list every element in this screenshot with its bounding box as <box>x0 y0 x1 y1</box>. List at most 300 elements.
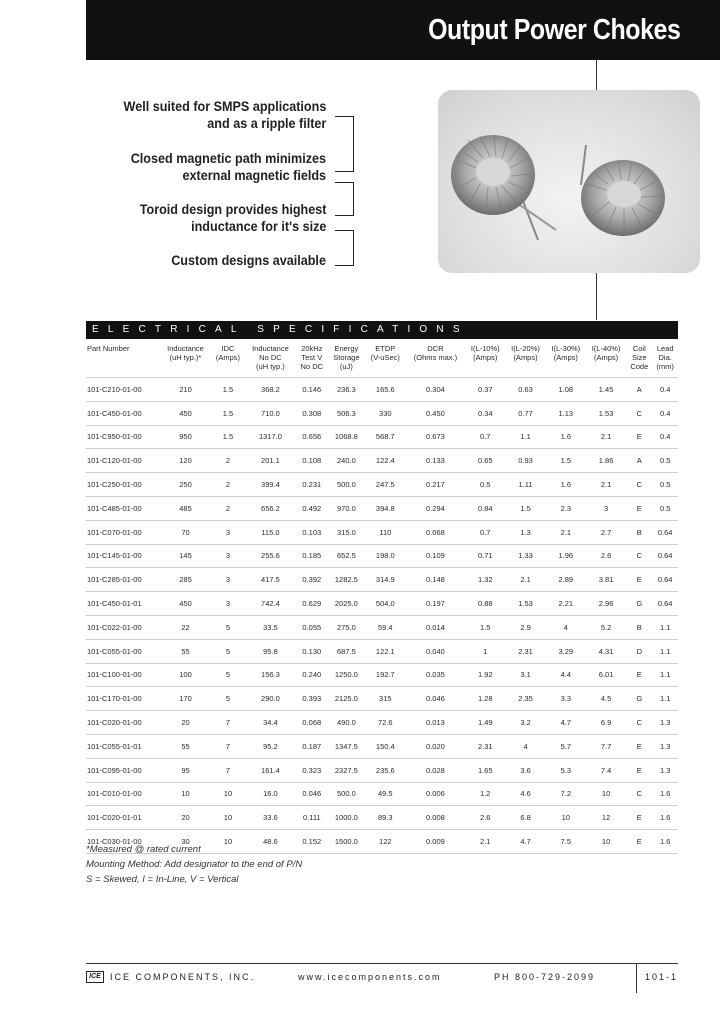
table-cell: 7.2 <box>546 782 586 806</box>
table-cell: G <box>626 592 652 616</box>
column-header-line: Test V <box>301 353 323 362</box>
table-cell: 1.1 <box>652 663 678 687</box>
table-row <box>86 592 678 616</box>
table-cell: 0.103 <box>296 520 328 544</box>
column-header-line: Part Number <box>87 344 130 353</box>
table-cell: 0.146 <box>296 378 328 402</box>
column-header-line: Inductance <box>252 344 289 353</box>
table-cell: 2 <box>211 449 245 473</box>
table-cell: 4.5 <box>586 687 626 711</box>
table-cell: 3 <box>211 520 245 544</box>
table-cell: 0.5 <box>652 473 678 497</box>
table-row <box>86 758 678 782</box>
column-header <box>546 344 586 378</box>
table-cell: 6.9 <box>586 711 626 735</box>
table-cell: E <box>626 806 652 830</box>
table-cell: 1.53 <box>505 592 545 616</box>
table-row <box>86 473 678 497</box>
table-cell: 4 <box>546 615 586 639</box>
table-cell: 0.197 <box>406 592 465 616</box>
feature-1-line-2: and as a ripple filter <box>206 115 326 131</box>
ice-logo: ICE <box>86 971 104 983</box>
table-cell: 970.0 <box>328 496 365 520</box>
table-cell: 250 <box>160 473 211 497</box>
table-cell: 100 <box>160 663 211 687</box>
table-cell: 170 <box>160 687 211 711</box>
table-cell: 255.6 <box>245 544 296 568</box>
table-cell: 7.5 <box>546 830 586 854</box>
table-cell: 5 <box>211 639 245 663</box>
part-number-cell: 101-C010-01-00 <box>86 782 160 806</box>
table-cell: 0.71 <box>465 544 505 568</box>
table-cell: 1.5 <box>465 615 505 639</box>
table-cell: 0.84 <box>465 496 505 520</box>
table-cell: 0.629 <box>296 592 328 616</box>
table-row <box>86 782 678 806</box>
table-cell: 95.8 <box>245 639 296 663</box>
feature-4-line-1: Custom designs available <box>171 252 326 268</box>
table-cell: 12 <box>586 806 626 830</box>
table-cell: B <box>626 615 652 639</box>
table-cell: 145 <box>160 544 211 568</box>
table-cell: 1.13 <box>546 401 586 425</box>
table-cell: 504.0 <box>365 592 406 616</box>
table-cell: 1.6 <box>546 473 586 497</box>
table-cell: 110 <box>365 520 406 544</box>
part-number-cell: 101-C020-01-01 <box>86 806 160 830</box>
table-cell: 150.4 <box>365 734 406 758</box>
bracket-2 <box>335 182 354 216</box>
table-cell: 0.37 <box>465 378 505 402</box>
table-cell: 5 <box>211 687 245 711</box>
toroid-chokes-image <box>438 90 700 273</box>
table-cell: 2.3 <box>546 496 586 520</box>
table-cell: 0.93 <box>505 449 545 473</box>
note-mounting: Mounting Method: Add designator to the end of P/N <box>86 859 303 870</box>
feature-1 <box>123 98 326 132</box>
table-cell: 3.81 <box>586 568 626 592</box>
table-cell: 2.96 <box>586 592 626 616</box>
note-legend: S = Skewed, I = In-Line, V = Vertical <box>86 874 239 885</box>
column-header <box>626 344 652 378</box>
table-cell: 2.89 <box>546 568 586 592</box>
table-cell: 0.323 <box>296 758 328 782</box>
column-header-line: (mm) <box>656 362 674 371</box>
part-number-cell: 101-C022-01-00 <box>86 615 160 639</box>
table-cell: 33.5 <box>245 615 296 639</box>
table-cell: 1.3 <box>652 711 678 735</box>
table-cell: 1.92 <box>465 663 505 687</box>
table-cell: 122.4 <box>365 449 406 473</box>
table-cell: 0.4 <box>652 425 678 449</box>
part-number-cell: 101-C210-01-00 <box>86 378 160 402</box>
table-cell: 0.656 <box>296 425 328 449</box>
product-photo <box>438 90 700 273</box>
table-cell: 7.7 <box>586 734 626 758</box>
table-cell: 1.3 <box>652 734 678 758</box>
footer-rule <box>86 963 678 964</box>
table-cell: 2.9 <box>505 615 545 639</box>
table-cell: 1.3 <box>505 520 545 544</box>
table-cell: 710.0 <box>245 401 296 425</box>
table-cell: 0.217 <box>406 473 465 497</box>
table-cell: 48.6 <box>245 830 296 854</box>
column-header-line: (uH typ.)* <box>169 353 202 362</box>
table-row <box>86 568 678 592</box>
part-number-cell: 101-C055-01-01 <box>86 734 160 758</box>
table-cell: 10 <box>546 806 586 830</box>
table-cell: 10 <box>160 782 211 806</box>
table-cell: 115.0 <box>245 520 296 544</box>
table-cell: 0.133 <box>406 449 465 473</box>
table-cell: 20 <box>160 711 211 735</box>
table-cell: 7 <box>211 758 245 782</box>
table-cell: 368.2 <box>245 378 296 402</box>
table-row <box>86 520 678 544</box>
column-header-line: (uH typ.) <box>256 362 285 371</box>
table-cell: 55 <box>160 639 211 663</box>
part-number-cell: 101-C485-01-00 <box>86 496 160 520</box>
column-header-line: (Amps) <box>594 353 619 362</box>
table-cell: 6.01 <box>586 663 626 687</box>
table-cell: 2.6 <box>465 806 505 830</box>
table-cell: 1068.8 <box>328 425 365 449</box>
table-cell: 1.1 <box>652 687 678 711</box>
column-header-line: I(L-10%) <box>470 344 500 353</box>
column-header-line: ETDP <box>375 344 396 353</box>
table-cell: 1.08 <box>546 378 586 402</box>
table-cell: 394.8 <box>365 496 406 520</box>
table-cell: 4 <box>505 734 545 758</box>
table-cell: 0.65 <box>465 449 505 473</box>
table-header-row <box>86 344 678 378</box>
table-cell: 0.028 <box>406 758 465 782</box>
table-row <box>86 544 678 568</box>
column-header <box>406 344 465 378</box>
column-header-line: No DC <box>300 362 324 371</box>
part-number-cell: 101-C030-01-00 <box>86 830 160 854</box>
feature-3 <box>139 201 326 235</box>
part-number-cell: 101-C450-01-00 <box>86 401 160 425</box>
part-number-cell: 101-C450-01-01 <box>86 592 160 616</box>
page-title: Output Power Chokes <box>427 14 680 46</box>
table-cell: 0.64 <box>652 568 678 592</box>
table-cell: 500.0 <box>328 782 365 806</box>
table-cell: 0.393 <box>296 687 328 711</box>
column-header-line: Size <box>631 353 647 362</box>
table-cell: 652.5 <box>328 544 365 568</box>
table-cell: 0.673 <box>406 425 465 449</box>
table-cell: 10 <box>211 806 245 830</box>
table-cell: 0.068 <box>406 520 465 544</box>
table-cell: 210 <box>160 378 211 402</box>
table-cell: 330 <box>365 401 406 425</box>
table-cell: 1500.0 <box>328 830 365 854</box>
column-header-line: I(L-40%) <box>591 344 621 353</box>
table-cell: 0.64 <box>652 544 678 568</box>
table-cell: 0.068 <box>296 711 328 735</box>
column-header-line: (uJ) <box>339 362 353 371</box>
part-number-cell: 101-C055-01-00 <box>86 639 160 663</box>
feature-1-line-1: Well suited for SMPS applications <box>123 98 326 114</box>
table-cell: 0.450 <box>406 401 465 425</box>
table-cell: 1.6 <box>652 782 678 806</box>
table-cell: E <box>626 496 652 520</box>
table-cell: 2.1 <box>546 520 586 544</box>
feature-3-line-2: inductance for it's size <box>190 218 326 234</box>
column-header-line: 20kHz <box>301 344 323 353</box>
table-cell: 5.7 <box>546 734 586 758</box>
table-cell: 198.0 <box>365 544 406 568</box>
column-header <box>86 344 160 378</box>
table-cell: 0.308 <box>296 401 328 425</box>
table-cell: 20 <box>160 806 211 830</box>
table-cell: 72.6 <box>365 711 406 735</box>
table-cell: 0.013 <box>406 711 465 735</box>
table-cell: 1.1 <box>652 615 678 639</box>
column-header <box>296 344 328 378</box>
footer-phone: PH 800-729-2099 <box>494 972 596 982</box>
table-cell: 2 <box>211 496 245 520</box>
table-cell: 2125.0 <box>328 687 365 711</box>
table-cell: 7.4 <box>586 758 626 782</box>
part-number-cell: 101-C250-01-00 <box>86 473 160 497</box>
footer-website[interactable]: www.icecomponents.com <box>298 972 442 982</box>
table-cell: 314.9 <box>365 568 406 592</box>
table-cell: 5.2 <box>586 615 626 639</box>
table-cell: 0.7 <box>465 425 505 449</box>
table-cell: 1.1 <box>652 639 678 663</box>
table-cell: 30 <box>160 830 211 854</box>
title-bar <box>86 0 720 60</box>
table-cell: 742.4 <box>245 592 296 616</box>
table-cell: 0.014 <box>406 615 465 639</box>
column-header <box>328 344 365 378</box>
table-cell: 34.4 <box>245 711 296 735</box>
table-cell: 192.7 <box>365 663 406 687</box>
table-cell: A <box>626 378 652 402</box>
table-cell: C <box>626 544 652 568</box>
table-cell: 10 <box>211 782 245 806</box>
table-cell: 3.1 <box>505 663 545 687</box>
table-cell: 0.040 <box>406 639 465 663</box>
table-cell: C <box>626 473 652 497</box>
table-cell: 2.7 <box>586 520 626 544</box>
table-cell: E <box>626 425 652 449</box>
footer-divider <box>636 963 637 993</box>
column-header-line: Dia. <box>658 353 672 362</box>
table-cell: 236.3 <box>328 378 365 402</box>
table-cell: 2.6 <box>586 544 626 568</box>
table-cell: 6.8 <box>505 806 545 830</box>
table-cell: 95.2 <box>245 734 296 758</box>
table-cell: 450 <box>160 592 211 616</box>
table-cell: 55 <box>160 734 211 758</box>
table-cell: 1.5 <box>546 449 586 473</box>
table-cell: 0.77 <box>505 401 545 425</box>
table-cell: 0.006 <box>406 782 465 806</box>
bracket-3 <box>335 230 354 266</box>
table-cell: 1.5 <box>211 425 245 449</box>
part-number-cell: 101-C170-01-00 <box>86 687 160 711</box>
table-cell: C <box>626 782 652 806</box>
table-cell: 2.1 <box>505 568 545 592</box>
table-cell: 235.6 <box>365 758 406 782</box>
column-header-line: (Amps) <box>215 353 241 362</box>
table-cell: E <box>626 568 652 592</box>
spec-section-header: ELECTRICAL SPECIFICATIONS <box>86 321 678 339</box>
table-cell: 2.1 <box>586 425 626 449</box>
table-cell: 0.392 <box>296 568 328 592</box>
column-header-line: Lead <box>656 344 674 353</box>
table-cell: 89.3 <box>365 806 406 830</box>
table-cell: 3 <box>586 496 626 520</box>
column-header <box>505 344 545 378</box>
table-cell: 1.53 <box>586 401 626 425</box>
table-cell: 161.4 <box>245 758 296 782</box>
table-cell: 0.148 <box>406 568 465 592</box>
column-header-line: (Ohms max.) <box>413 353 458 362</box>
table-row <box>86 615 678 639</box>
table-cell: C <box>626 401 652 425</box>
column-header-line: I(L-30%) <box>551 344 581 353</box>
table-cell: 2.1 <box>465 830 505 854</box>
table-cell: G <box>626 687 652 711</box>
table-cell: 1 <box>465 639 505 663</box>
table-cell: 240.0 <box>328 449 365 473</box>
table-cell: 0.64 <box>652 592 678 616</box>
column-header-line: (V-uSec) <box>370 353 400 362</box>
column-header-line: Inductance <box>167 344 204 353</box>
table-cell: 1.32 <box>465 568 505 592</box>
table-cell: 0.64 <box>652 520 678 544</box>
part-number-cell: 101-C100-01-00 <box>86 663 160 687</box>
column-header <box>245 344 296 378</box>
column-header-line: IDC <box>221 344 235 353</box>
table-cell: 275.0 <box>328 615 365 639</box>
table-cell: 2.35 <box>505 687 545 711</box>
part-number-cell: 101-C950-01-00 <box>86 425 160 449</box>
table-cell: 0.055 <box>296 615 328 639</box>
table-cell: 0.020 <box>406 734 465 758</box>
table-cell: 2 <box>211 473 245 497</box>
table-cell: 4.7 <box>505 830 545 854</box>
table-cell: 4.7 <box>546 711 586 735</box>
table-cell: 0.152 <box>296 830 328 854</box>
table-cell: 0.008 <box>406 806 465 830</box>
table-cell: 0.304 <box>406 378 465 402</box>
table-cell: A <box>626 449 652 473</box>
table-cell: 1347.5 <box>328 734 365 758</box>
column-header <box>652 344 678 378</box>
table-cell: D <box>626 639 652 663</box>
table-cell: 0.035 <box>406 663 465 687</box>
table-cell: 2.31 <box>465 734 505 758</box>
table-cell: 0.63 <box>505 378 545 402</box>
notes <box>86 842 302 887</box>
table-cell: 1.5 <box>211 378 245 402</box>
table-cell: E <box>626 830 652 854</box>
table-cell: B <box>626 520 652 544</box>
table-cell: 201.1 <box>245 449 296 473</box>
footer-company: ICE COMPONENTS, INC. <box>110 972 256 982</box>
table-cell: 1000.0 <box>328 806 365 830</box>
table-cell: 4.31 <box>586 639 626 663</box>
table-cell: 165.6 <box>365 378 406 402</box>
table-cell: 0.4 <box>652 378 678 402</box>
column-header-line: No DC <box>259 353 282 362</box>
table-cell: 247.5 <box>365 473 406 497</box>
table-cell: 490.0 <box>328 711 365 735</box>
table-cell: 1.33 <box>505 544 545 568</box>
column-header-line: Energy <box>334 344 359 353</box>
table-cell: 0.108 <box>296 449 328 473</box>
table-cell: 122 <box>365 830 406 854</box>
table-cell: E <box>626 734 652 758</box>
table-row <box>86 687 678 711</box>
table-cell: 417.5 <box>245 568 296 592</box>
table-row <box>86 639 678 663</box>
table-cell: 156.3 <box>245 663 296 687</box>
column-header-line: I(L-20%) <box>511 344 540 353</box>
table-cell: 450 <box>160 401 211 425</box>
part-number-cell: 101-C145-01-00 <box>86 544 160 568</box>
table-cell: 59.4 <box>365 615 406 639</box>
table-cell: 0.5 <box>652 496 678 520</box>
feature-2-line-1: Closed magnetic path minimizes <box>130 150 326 166</box>
table-cell: 1.5 <box>505 496 545 520</box>
table-cell: 0.240 <box>296 663 328 687</box>
table-cell: 1.6 <box>652 830 678 854</box>
table-cell: 687.5 <box>328 639 365 663</box>
column-header-line: DCR <box>427 344 444 353</box>
table-cell: 3.6 <box>505 758 545 782</box>
spec-table <box>86 344 678 854</box>
table-cell: 950 <box>160 425 211 449</box>
table-row <box>86 425 678 449</box>
part-number-cell: 101-C020-01-00 <box>86 711 160 735</box>
table-cell: 1.96 <box>546 544 586 568</box>
table-cell: 1250.0 <box>328 663 365 687</box>
table-cell: 5 <box>211 663 245 687</box>
table-cell: 0.492 <box>296 496 328 520</box>
table-cell: 122.1 <box>365 639 406 663</box>
table-cell: 1.45 <box>586 378 626 402</box>
table-cell: 2.1 <box>586 473 626 497</box>
table-cell: 485 <box>160 496 211 520</box>
table-cell: 70 <box>160 520 211 544</box>
table-cell: 500.0 <box>328 473 365 497</box>
table-cell: 315.0 <box>328 520 365 544</box>
table-cell: 2327.5 <box>328 758 365 782</box>
table-cell: 1.2 <box>465 782 505 806</box>
table-cell: 3 <box>211 592 245 616</box>
table-cell: 0.111 <box>296 806 328 830</box>
table-cell: 1.5 <box>211 401 245 425</box>
column-header <box>465 344 505 378</box>
table-cell: 506.3 <box>328 401 365 425</box>
table-cell: 315 <box>365 687 406 711</box>
table-cell: 285 <box>160 568 211 592</box>
part-number-cell: 101-C120-01-00 <box>86 449 160 473</box>
table-cell: 5 <box>211 615 245 639</box>
table-cell: 0.34 <box>465 401 505 425</box>
table-cell: 0.5 <box>652 449 678 473</box>
feature-2 <box>131 150 326 184</box>
column-header-line: Coil <box>632 344 646 353</box>
table-cell: 1.86 <box>586 449 626 473</box>
feature-3-line-1: Toroid design provides highest <box>139 201 326 217</box>
